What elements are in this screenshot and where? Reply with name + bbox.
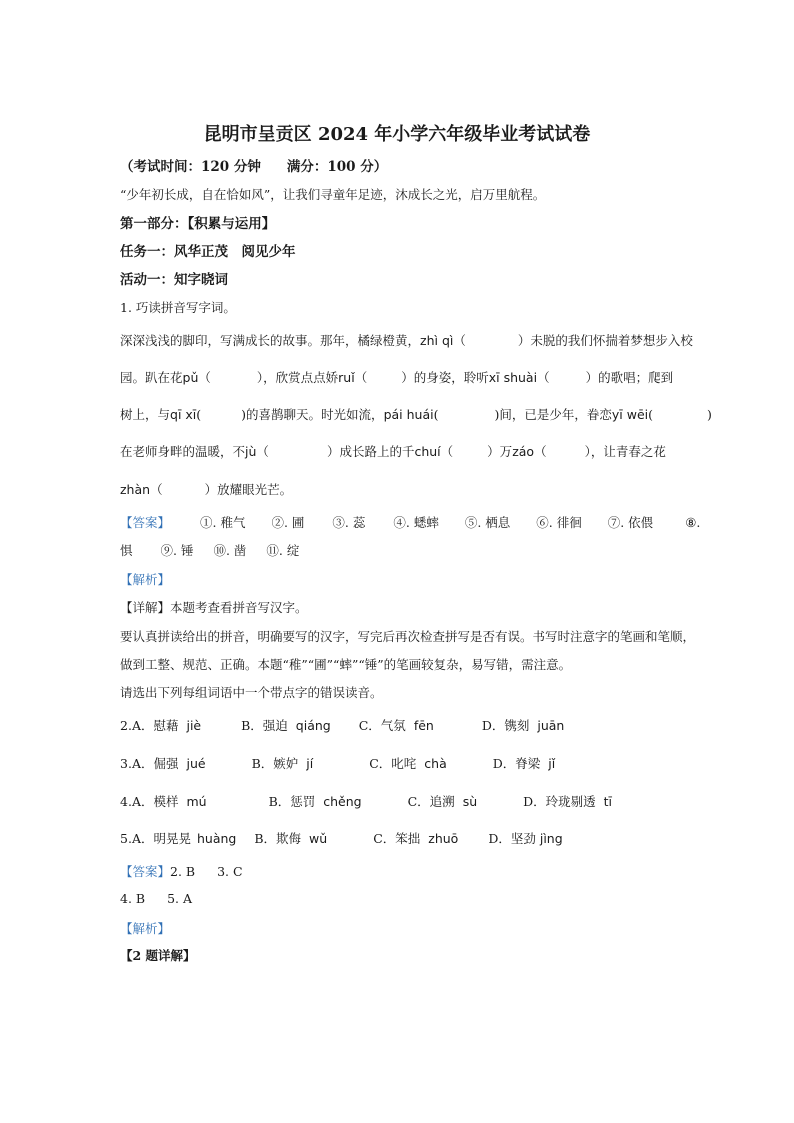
answer-item: ④. 蟋蟀 (393, 515, 439, 530)
option-c: C．笨拙 (373, 831, 421, 846)
pinyin: qī xī (170, 407, 197, 422)
answer-item: ②. 圃 (271, 515, 305, 530)
blank-open: （ (256, 444, 269, 459)
intro-text: “少年初长成，自在恰如风”，让我们寻童年足迹，沐成长之光，启万里航程。 (120, 187, 546, 202)
detail-1-p2: 做到工整、规范、正确。本题“稚”“圃”“蟀”“锤”的笔画较复杂，易写错，需注意。 (120, 657, 572, 672)
question-number: 3. (120, 756, 132, 771)
exam-subtitle (120, 155, 387, 175)
detail-1-p1: 要认真拼读给出的拼音，明确要写的汉字，写完后再次检查拼写是否有误。书写时注意字的笔画和笔顺， (120, 629, 696, 644)
pinyin: záo (512, 444, 535, 459)
analysis-label-2: 【解析】 (120, 921, 171, 936)
pinyin: chà (424, 756, 447, 771)
passage-text: 树上，与 (120, 407, 171, 422)
instruction: 请选出下列每组词语中一个带点字的错误读音。 (120, 685, 383, 700)
pinyin: pǔ (182, 370, 199, 385)
part-heading: 第一部分：【积累与运用】 (120, 216, 276, 232)
blank-open: ( (648, 407, 653, 422)
passage-text: ）成长路上的千 (326, 444, 415, 459)
answer-1-cont (120, 541, 299, 559)
answer-item: 3. C (217, 864, 243, 879)
pinyin: zhuō (428, 831, 459, 846)
answer-1 (120, 513, 700, 531)
pinyin: chěng (323, 794, 362, 809)
question-1: 1. 巧读拼音写字词。 (120, 300, 236, 315)
blank-open: （ (440, 444, 454, 459)
pinyin: yī wēi (611, 407, 649, 422)
option-a: A．明晃晃 (131, 831, 191, 846)
answer-item: ⑪. 绽 (266, 543, 300, 558)
passage-text: ）的身姿，聆听 (401, 370, 489, 385)
passage-line-2 (120, 368, 673, 386)
blank-open: （ (453, 333, 466, 348)
passage-text: ）的歌唱；爬到 (585, 370, 674, 385)
answer-item: ①. 稚气 (200, 515, 246, 530)
blank-open: ( (196, 407, 202, 422)
pinyin: fēn (413, 718, 434, 733)
task-heading: 任务一：风华正茂 阅见少年 (120, 244, 296, 260)
answer-item: 惧 (120, 543, 133, 558)
option-c: C．追溯 (407, 794, 455, 809)
pinyin: juān (537, 718, 565, 733)
passage-text: 在老师身畔的温暖，不 (120, 444, 246, 459)
option-d: D．脊梁 (492, 756, 541, 771)
passage-line-1 (120, 331, 693, 349)
option-d: D．玲珑剔透 (523, 794, 596, 809)
option-b: B．嫉妒 (251, 756, 299, 771)
question-2 (120, 716, 564, 734)
pinyin: zhàn (120, 482, 151, 497)
passage-text: 园。趴在花 (120, 370, 183, 385)
exam-time: （考试时间：120 分钟 (120, 159, 261, 175)
pinyin: xī shuài (488, 370, 538, 385)
answer-label: 【答案】 (120, 864, 171, 879)
detail-2: 【2 题详解】 (120, 948, 196, 963)
option-b: B．欺侮 (254, 831, 302, 846)
answer-item: ⑧. (685, 515, 701, 530)
blank-open: （ (537, 370, 550, 385)
pinyin: jué (186, 756, 206, 771)
option-c: C．叱咤 (369, 756, 417, 771)
pinyin: chuí (414, 444, 441, 459)
pinyin: jǐ (548, 756, 556, 771)
pinyin: wǔ (309, 831, 328, 846)
answer-2 (120, 862, 243, 880)
blank-open: （ (354, 370, 368, 385)
passage-text: ）未脱的我们怀揣着梦想步入校 (517, 333, 693, 348)
pinyin: mú (186, 794, 207, 809)
question-number: 5. (120, 831, 132, 846)
blank-open: ( (433, 407, 439, 422)
option-b: B．惩罚 (268, 794, 316, 809)
pinyin: pái huái (383, 407, 434, 422)
pinyin: tī (603, 794, 613, 809)
passage-text: 深深浅浅的脚印，写满成长的故事。那年，橘绿橙黄， (120, 333, 421, 348)
question-3 (120, 754, 555, 772)
question-5 (120, 829, 563, 847)
pinyin: jiè (186, 718, 202, 733)
answer-label: 【答案】 (120, 515, 171, 530)
answer-item: 4. B (120, 891, 146, 906)
option-a: A．慰藉 (131, 718, 179, 733)
option-c: C．气氛 (358, 718, 406, 733)
pinyin: huàng (196, 831, 237, 846)
question-number: 4. (120, 794, 132, 809)
answer-2-cont (120, 891, 192, 906)
option-b: B．强迫 (241, 718, 288, 733)
pinyin: sù (462, 794, 478, 809)
passage-line-5 (120, 480, 292, 498)
option-d: D．镌刻 (481, 718, 530, 733)
activity-heading: 活动一：知字晓词 (120, 272, 228, 288)
blank-open: （ (534, 444, 547, 459)
analysis-label: 【解析】 (120, 572, 171, 587)
option-a: A．倔强 (131, 756, 179, 771)
pinyin: qiáng (295, 718, 331, 733)
pinyin: zhì qì (420, 333, 454, 348)
pinyin: jù (245, 444, 257, 459)
pinyin: jí (306, 756, 314, 771)
passage-text: ）放耀眼光芒。 (204, 482, 293, 497)
blank-open: （ (150, 482, 163, 497)
option-d: D．坚劲 (488, 831, 536, 846)
blank-close: ) (707, 407, 712, 422)
answer-item: ⑨. 锤 (160, 543, 194, 558)
answer-item: ⑥. 徘徊 (536, 515, 582, 530)
passage-text: ），让青春之花 (584, 444, 666, 459)
question-number: 2. (120, 718, 132, 733)
exam-score: 满分：100 分） (286, 159, 388, 175)
answer-item: 2. B (170, 864, 196, 879)
detail-1: 【详解】本题考查看拼音写汉字。 (120, 600, 308, 615)
pinyin: ruǐ (338, 370, 355, 385)
answer-item: ⑦. 依偎 (607, 515, 654, 530)
passage-text: )的喜鹊聊天。时光如流， (241, 407, 384, 422)
passage-line-3 (120, 405, 712, 423)
blank-open: （ (198, 370, 211, 385)
pinyin: jìng (539, 831, 563, 846)
answer-item: ⑩. 凿 (213, 543, 247, 558)
option-a: A．模样 (131, 794, 179, 809)
passage-text: )间，已是少年，眷恋 (494, 407, 612, 422)
question-4 (120, 792, 612, 810)
answer-item: ③. 蕊 (332, 515, 366, 530)
passage-text: ）万 (487, 444, 513, 459)
exam-title: 昆明市呈贡区 2024 年小学六年级毕业考试试卷 (203, 124, 591, 145)
passage-line-4 (120, 442, 666, 460)
passage-text: ），欣赏点点娇 (256, 370, 339, 385)
answer-item: ⑤. 栖息 (464, 515, 511, 530)
answer-item: 5. A (167, 891, 193, 906)
